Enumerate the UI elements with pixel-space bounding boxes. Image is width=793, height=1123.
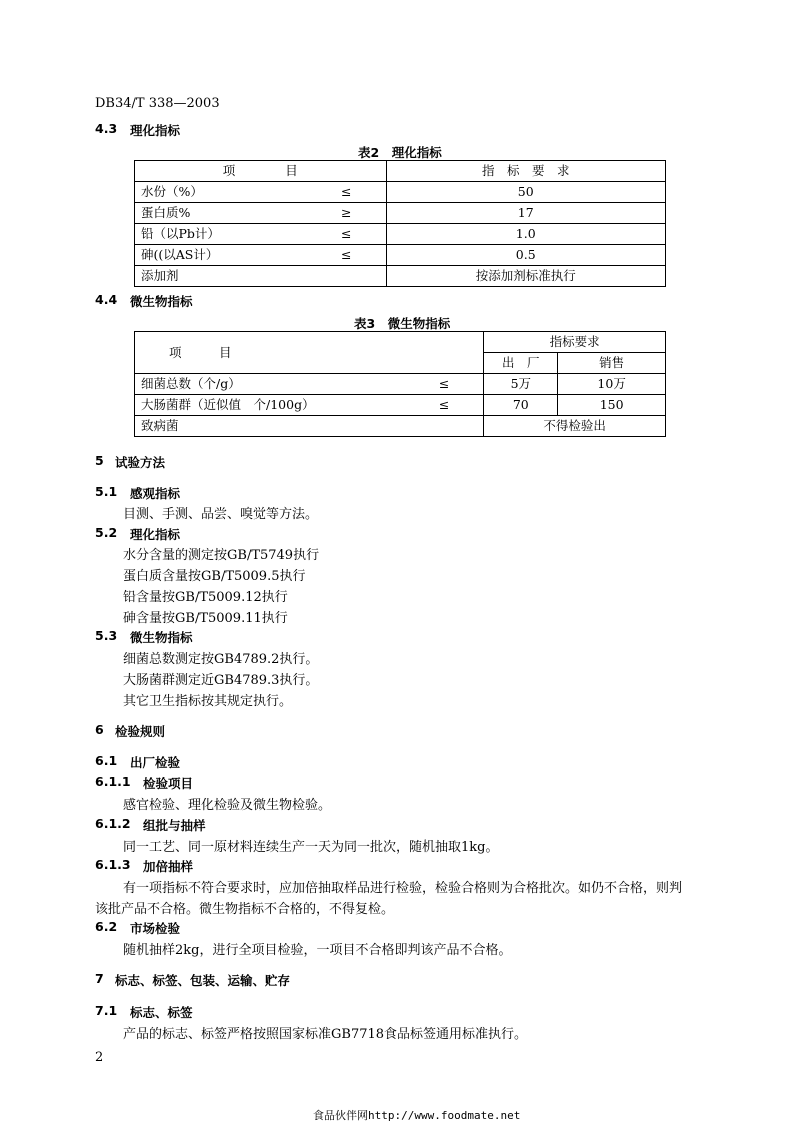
table3-cell-name: 细菌总数（个/g） ≤: [135, 374, 484, 395]
section-4-3-number: 4.3: [95, 121, 118, 136]
section-7-1-number: 7.1: [95, 1003, 118, 1018]
table2-caption: 表2 理化指标: [358, 145, 442, 160]
section-4-3-title: 理化指标: [130, 123, 181, 138]
table-row: [135, 374, 666, 395]
table2-cell-value: 17: [386, 203, 666, 224]
section-5-1-number: 5.1: [95, 484, 118, 499]
table-row: [135, 203, 666, 224]
page-number: 2: [95, 1050, 104, 1065]
body-line: 随机抽样2kg，进行全项目检验，一项目不合格即判该产品不合格。: [123, 943, 512, 958]
section-6-1-2-title: 组批与抽样: [143, 818, 206, 833]
table3-cell-factory: 5万: [484, 374, 558, 395]
table3-header-row: [135, 332, 666, 353]
table2-cell-value: 按添加剂标准执行: [386, 266, 666, 287]
table2-cell-name: 添加剂: [135, 266, 387, 287]
table3-header-requirement: 指标要求: [484, 332, 666, 353]
table2-cell-name: 蛋白质% ≥: [135, 203, 387, 224]
table3-cell-factory: 70: [484, 395, 558, 416]
section-6-title: 检验规则: [115, 724, 166, 739]
section-5-3-title: 微生物指标: [130, 630, 193, 645]
body-line: 目测、手测、品尝、嗅觉等方法。: [123, 507, 319, 522]
section-6-1-2-number: 6.1.2: [95, 816, 131, 831]
table-row: [135, 245, 666, 266]
body-line: 大肠菌群测定近GB4789.3执行。: [123, 673, 319, 688]
table2-cell-name: 砷((以AS计） ≤: [135, 245, 387, 266]
body-line: 蛋白质含量按GB/T5009.5执行: [123, 569, 306, 584]
body-line: 其它卫生指标按其规定执行。: [123, 694, 293, 709]
table-row: [135, 224, 666, 245]
body-line: 产品的标志、标签严格按照国家标准GB7718食品标签通用标准执行。: [123, 1027, 528, 1042]
table3: [134, 331, 666, 437]
table-row: [135, 182, 666, 203]
table3-cell-sale: 10万: [558, 374, 666, 395]
table2-cell-value: 1.0: [386, 224, 666, 245]
section-6-1-3-title: 加倍抽样: [143, 859, 194, 874]
section-6-1-3-number: 6.1.3: [95, 857, 131, 872]
body-line: 铅含量按GB/T5009.12执行: [123, 590, 288, 605]
section-5-3-number: 5.3: [95, 628, 118, 643]
table2-cell-name: 水份（%） ≤: [135, 182, 387, 203]
section-6-2-title: 市场检验: [130, 921, 181, 936]
table2-cell-value: 50: [386, 182, 666, 203]
section-6-2-number: 6.2: [95, 919, 118, 934]
body-line: 该批产品不合格。微生物指标不合格的，不得复检。: [95, 902, 395, 917]
section-5-number: 5: [95, 453, 104, 468]
body-line: 细菌总数测定按GB4789.2执行。: [123, 652, 319, 667]
section-6-1-1-title: 检验项目: [143, 776, 194, 791]
section-6-number: 6: [95, 722, 104, 737]
table-row: [135, 395, 666, 416]
table-row: [135, 266, 666, 287]
body-line: 同一工艺、同一原材料连续生产一天为同一批次，随机抽取1kg。: [123, 840, 499, 855]
body-line: 水分含量的测定按GB/T5749执行: [123, 548, 320, 563]
section-5-2-title: 理化指标: [130, 527, 181, 542]
table3-cell-name: 致病菌: [135, 416, 484, 437]
body-line: 砷含量按GB/T5009.11执行: [123, 611, 288, 626]
table2-cell-name: 铅（以Pb计） ≤: [135, 224, 387, 245]
table-row: [135, 416, 666, 437]
section-7-1-title: 标志、标签: [130, 1005, 193, 1020]
table3-header-factory: 出 厂: [484, 353, 558, 374]
body-line: 有一项指标不符合要求时，应加倍抽取样品进行检验，检验合格则为合格批次。如仍不合格，则判: [123, 881, 683, 896]
table2: [134, 160, 666, 287]
table3-header-sale: 销售: [558, 353, 666, 374]
table3-cell-merged: 不得检验出: [484, 416, 666, 437]
section-5-1-title: 感观指标: [130, 486, 181, 501]
table2-header-row: [135, 161, 666, 182]
section-7-title: 标志、标签、包装、运输、贮存: [115, 973, 291, 988]
table2-cell-value: 0.5: [386, 245, 666, 266]
section-4-4-title: 微生物指标: [130, 294, 193, 309]
section-5-2-number: 5.2: [95, 525, 118, 540]
section-6-1-title: 出厂检验: [130, 755, 181, 770]
section-5-title: 试验方法: [115, 455, 166, 470]
body-line: 感官检验、理化检验及微生物检验。: [123, 798, 332, 813]
table3-header-item: 项 目: [135, 332, 484, 374]
doc-id: DB34/T 338—2003: [95, 96, 220, 111]
table3-cell-sale: 150: [558, 395, 666, 416]
table3-cell-name: 大肠菌群（近似值 个/100g） ≤: [135, 395, 484, 416]
section-6-1-number: 6.1: [95, 753, 118, 768]
section-6-1-1-number: 6.1.1: [95, 774, 131, 789]
section-7-number: 7: [95, 971, 104, 986]
table2-header-item: 项 目: [135, 161, 387, 182]
table3-caption: 表3 微生物指标: [354, 316, 451, 331]
table2-header-requirement: 指 标 要 求: [386, 161, 666, 182]
section-4-4-number: 4.4: [95, 292, 118, 307]
footer-site: 食品伙伴网http://www.foodmate.net: [313, 1109, 521, 1122]
